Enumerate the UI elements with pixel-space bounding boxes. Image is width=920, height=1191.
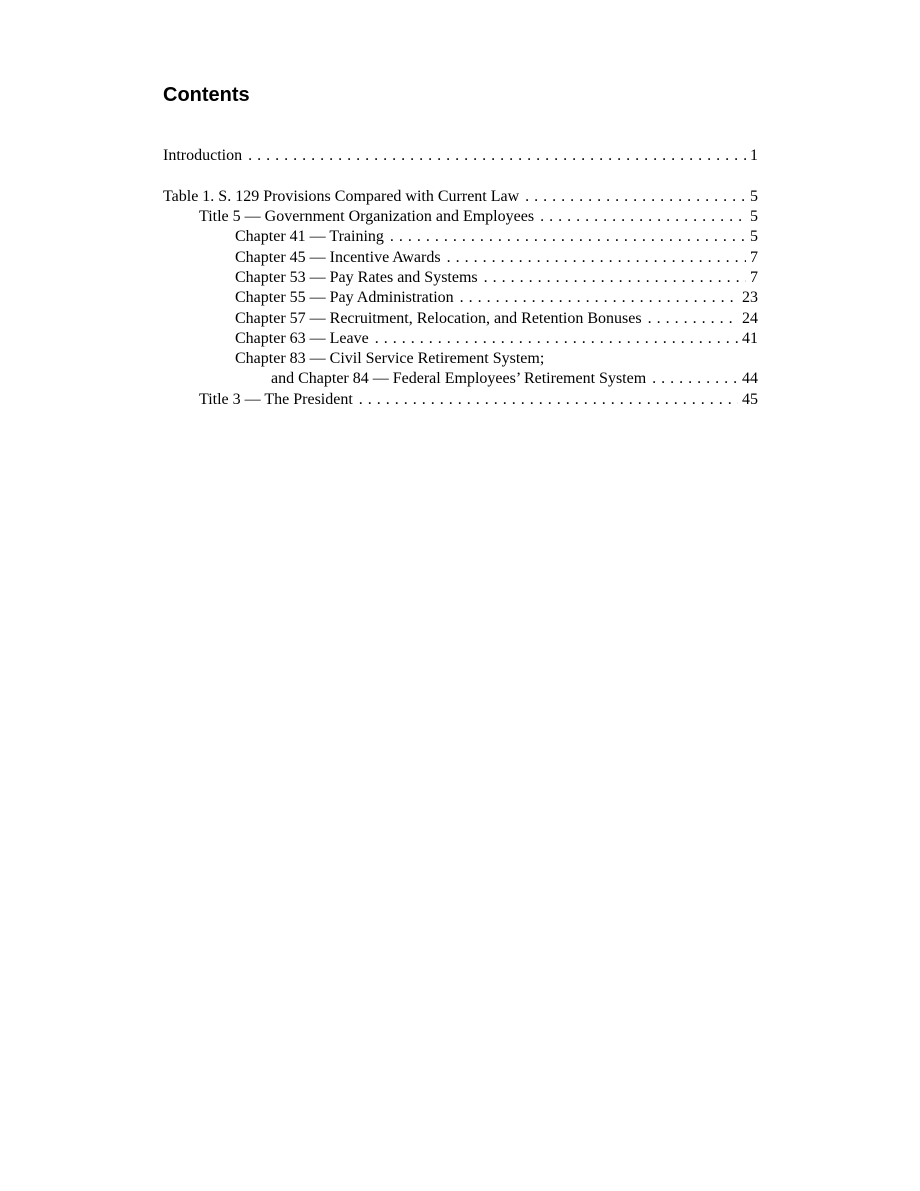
toc-entry-chapter-84[interactable] [163,369,758,389]
toc-entry-label: Chapter 83 — Civil Service Retirement System; [235,350,545,368]
dot-leader [242,146,746,166]
toc-entry-label: Introduction [163,147,243,164]
dot-leader [642,309,738,329]
toc-entry-title-5[interactable] [163,207,758,227]
toc-entry-chapter-53[interactable] [163,268,758,288]
toc-entry-chapter-83[interactable] [163,349,758,369]
toc-entry-label: Title 5 — Government Organization and Employees [199,208,535,226]
dot-leader [369,329,738,349]
toc-entry-label: Table 1. S. 129 Provisions Compared with Current Law [163,187,520,205]
dot-leader [534,207,746,227]
dot-leader [384,227,746,247]
dot-leader [353,390,738,410]
toc-entry-chapter-45[interactable] [163,248,758,268]
toc-page-number: 7 [750,268,758,286]
toc-entry-label: Chapter 55 — Pay Administration [235,289,454,307]
toc-entry-label: Chapter 63 — Leave [235,329,369,347]
toc-entry-chapter-41[interactable] [163,227,758,247]
page-title: Contents [163,84,250,106]
toc-entry-label: Chapter 57 — Recruitment, Relocation, and Retention Bonuses [235,309,642,327]
toc-entry-chapter-57[interactable] [163,309,758,329]
toc-entry-chapter-63[interactable] [163,329,758,349]
dot-leader [478,268,746,288]
toc-page-number: 24 [742,309,758,327]
toc-entry-label: Title 3 — The President [199,390,353,408]
toc-page-number: 1 [750,147,758,164]
toc-page-number: 7 [750,248,758,266]
toc-entry-label: and Chapter 84 — Federal Employees’ Retirement System [271,370,647,388]
toc-page-number: 45 [742,390,758,408]
table-of-contents [163,146,758,410]
toc-page-number: 5 [750,187,758,205]
toc-entry-introduction[interactable] [163,146,758,166]
toc-page-number: 44 [742,370,758,388]
dot-leader [519,187,746,207]
dot-leader [646,369,738,389]
dot-leader [454,288,738,308]
toc-entry-label: Chapter 53 — Pay Rates and Systems [235,268,478,286]
toc-page-number: 23 [742,289,758,307]
toc-page-number: 41 [742,329,758,347]
toc-entry-chapter-55[interactable] [163,288,758,308]
toc-entry-title-3[interactable] [163,390,758,410]
toc-entry-label: Chapter 45 — Incentive Awards [235,248,441,266]
toc-entry-table-1[interactable] [163,187,758,207]
toc-page-number: 5 [750,228,758,246]
dot-leader [441,248,746,268]
toc-entry-label: Chapter 41 — Training [235,228,384,246]
toc-page-number: 5 [750,208,758,226]
